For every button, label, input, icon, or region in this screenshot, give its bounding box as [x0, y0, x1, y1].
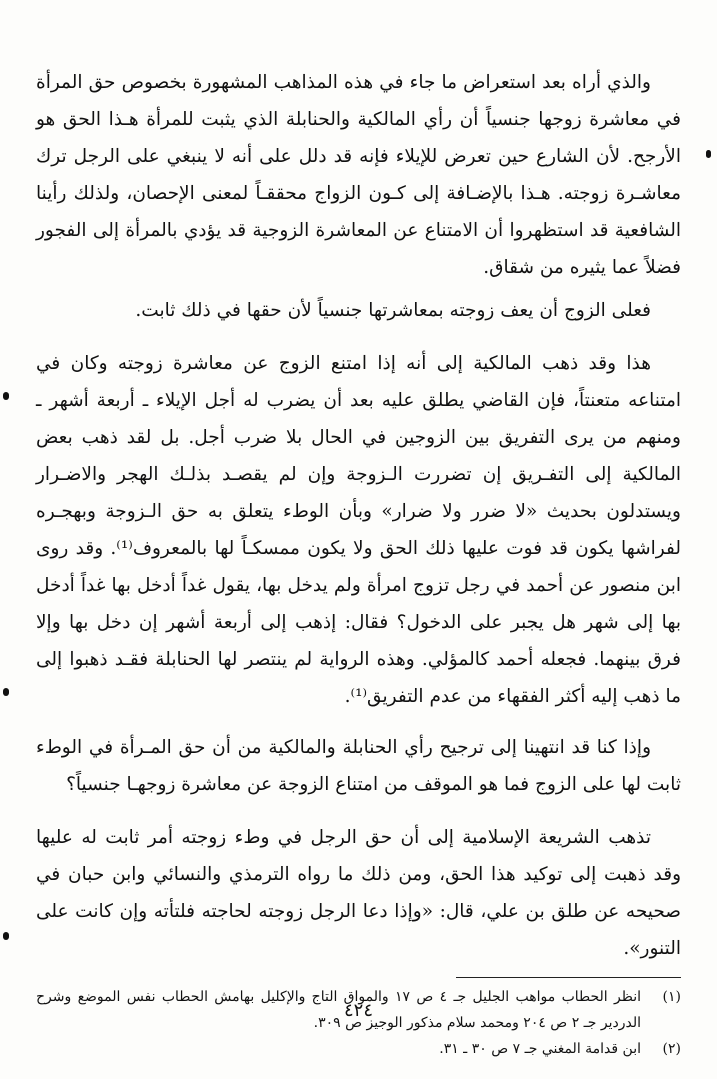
footnote-1-number: (١) — [662, 989, 681, 1005]
paragraph-3: هذا وقد ذهب المالكية إلى أنه إذا امتنع الزوج عن معاشرة زوجته وكان في امتناعه متعنتاً، فإن القاضي يطلق عليه بعد أن يضرب له أجل الإيلاء ـ أربعة أشهر ـ ومنهم من يرى التفريق بين الزوجين في الحال بلا ضرب أجل. بل لقد ذهب بعض المالكية إلى التفـريق إن تضررت الـزوجة وإن لم يقصـد بذلـك الهجر والاضـرار ويستدلون بحديث «لا ضرر ولا ضرار» وبأن الوطء يتعلق به حق الـزوجة وبهجـره لفراشها يكون قد فوت عليها ذلك الحق ولا يكون ممسكـاً لها بالمعروف⁽¹⁾. وقد روى ابن منصور عن أحمد في رجل تزوج امرأة ولم يدخل بها، يقول غداً أدخل بها غداً أدخل بها إلى شهر هل يجبر على الدخول؟ فقال: إذهب إلى أربعة أشهر إن دخل بها وإلا فرق بينهما. فجعله أحمد كالمؤلي. وهذه الرواية لم ينتصر لها الحنابلة فقـد ذهبوا إلى ما ذهب إليه أكثر الفقهاء من عدم التفريق⁽¹⁾. — [36, 353, 681, 707]
paragraph-5: تذهب الشريعة الإسلامية إلى أن حق الرجل في وطء زوجته أمر ثابت له عليها وقد ذهبت إلى توكيد هذا الحق، ومن ذلك ما رواه الترمذي والنسائي وابن حبان في صحيحه عن طلق بن علي، قال: «وإذا دعا الرجل زوجته لحاجته فلتأته وإن كانت على التنور». — [36, 827, 681, 959]
paragraph-1: والذي أراه بعد استعراض ما جاء في هذه المذاهب المشهورة بخصوص حق المرأة في معاشرة زوجها جنسياً أن رأي المالكية والحنابلة الذي يثبت للمرأة هـذا الحق هو الأرجح. لأن الشارع حين تعرض للإيلاء فإنه قد دلل على أنه لا ينبغي على الرجل ترك معاشـرة زوجته. هـذا بالإضـافة إلى كـون الزواج محققـاً لمعنى الإحصان، ولذلك رأينا الشافعية قد استظهروا أن الامتناع عن المعاشرة الزوجية قد يؤدي بالمرأة إلى الفجور فضلاً عما يثيره من شقاق. — [36, 72, 681, 278]
paragraph-2: فعلى الزوج أن يعف زوجته بمعاشرتها جنسياً لأن حقها في ذلك ثابت. — [135, 300, 651, 321]
footnote-2 — [36, 1036, 681, 1062]
footnote-2-number: (٢) — [662, 1041, 681, 1057]
margin-mark-right — [706, 150, 711, 158]
document-page — [36, 64, 681, 1062]
margin-mark-left — [3, 392, 9, 400]
page-number: ٤٢٤ — [343, 1000, 373, 1021]
margin-mark-left — [3, 688, 9, 696]
footnote-2-text: ابن قدامة المغني جـ ٧ ص ٣٠ ـ ٣١. — [439, 1041, 641, 1057]
margin-mark-left — [3, 932, 9, 940]
paragraph-4: وإذا كنا قد انتهينا إلى ترجيح رأي الحنابلة والمالكية من أن حق المـرأة في الوطء ثابت لها على الزوج فما هو الموقف من امتناع الزوجة عن معاشرة زوجهـا جنسياً؟ — [36, 737, 681, 795]
footnote-1-text: انظر الحطاب مواهب الجليل جـ ٤ ص ١٧ والمواق التاج والإكليل بهامش الحطاب نفس الموضع وشرح الدردير جـ ٢ ص ٢٠٤ ومحمد سلام مذكور الوجيز ص ٣٠٩. — [36, 989, 642, 1031]
footnote-divider — [456, 977, 681, 978]
